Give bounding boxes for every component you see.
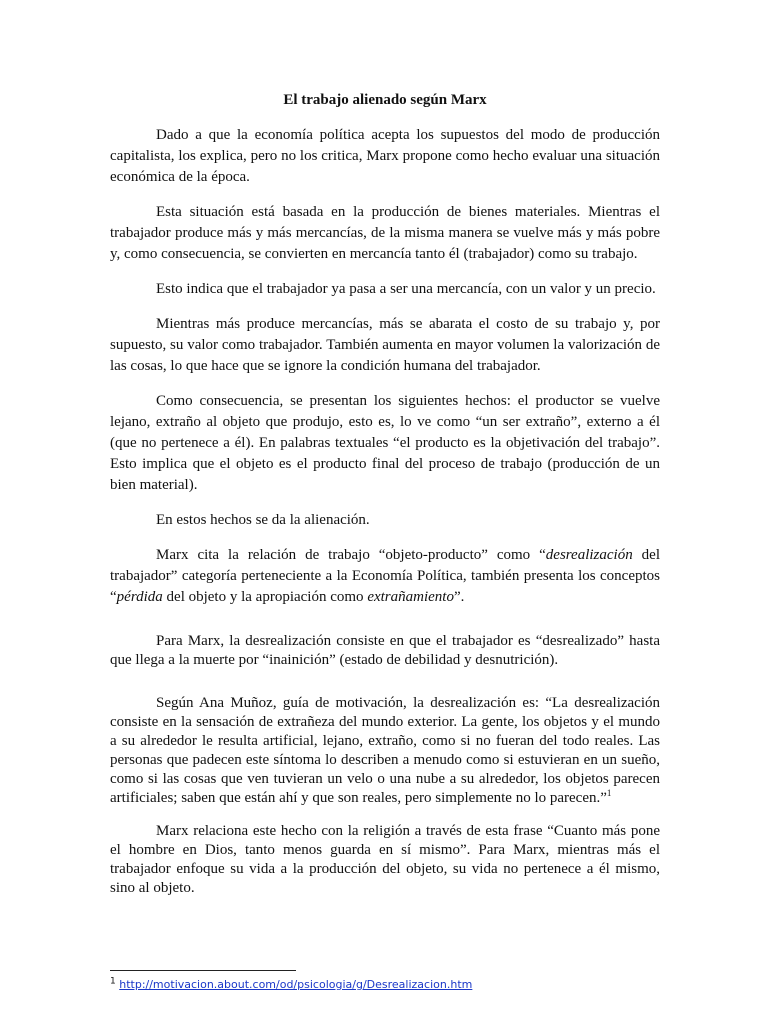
paragraph-8: Para Marx, la desrealización consiste en que el trabajador es “desrealizado” hasta que llega a la muerte por “inainición” (estado de debilidad y desnutrición). bbox=[110, 633, 660, 668]
p7-term-desrealizacion: desrealización bbox=[545, 547, 633, 563]
footnote-divider bbox=[110, 970, 296, 971]
paragraph-6: En estos hechos se da la alienación. bbox=[156, 512, 370, 528]
paragraph-3: Esto indica que el trabajador ya pasa a ser una mercancía, con un valor y un precio. bbox=[156, 281, 656, 297]
p9-quote: Según Ana Muñoz, guía de motivación, la desrealización es: “La desrealización consiste en la sensación de extrañeza del mundo exterior. La gente, los objetos y el mundo a su alrededor le resulta artificial, lejano, extraño, como si no fueran del todo reales. Las personas que padecen este síntoma lo describen a menudo como si estuvieran en un sueño, como si las cosas que ven tuvieran un velo o una nube a su alrededor, los objetos parecen artificiales; saben que están ahí y que son reales, pero simplemente no lo parecen.” bbox=[110, 695, 660, 806]
footnote-number: 1 bbox=[110, 976, 116, 987]
p7-text-d: ”. bbox=[453, 589, 465, 605]
paragraph-10: Marx relaciona este hecho con la religión a través de esta frase “Cuanto más pone el hombre en Dios, tanto menos guarda en sí mismo”. Para Marx, mientras más el trabajador enfoque su vida a la producción del objeto, su vida no pertenece a él mismo, sino al objeto. bbox=[110, 823, 660, 896]
p7-term-perdida: pérdida bbox=[116, 589, 163, 605]
paragraph-2: Esta situación está basada en la producción de bienes materiales. Mientras el trabajador produce más y más mercancías, de la misma manera se vuelve más y más pobre y, como consecuencia, se convierten en mercancía tanto él (trabajador) como su trabajo. bbox=[110, 204, 660, 262]
paragraph-9 bbox=[110, 694, 660, 808]
paragraph-5: Como consecuencia, se presentan los siguientes hechos: el productor se vuelve lejano, extraño al objeto que produjo, esto es, lo ve como “un ser extraño”, externo a él (que no pertenece a él). En palabras textuales “el producto es la objetivación del trabajo”. Esto implica que el objeto es el producto final del proceso de trabajo (producción de un bien material). bbox=[110, 393, 660, 493]
footnote-link[interactable]: http://motivacion.about.com/od/psicologia/g/Desrealizacion.htm bbox=[119, 978, 473, 991]
paragraph-7 bbox=[110, 545, 660, 608]
paragraph-4: Mientras más produce mercancías, más se abarata el costo de su trabajo y, por supuesto, su valor como trabajador. También aumenta en mayor volumen la valorización de las cosas, lo que hace que se ignore la condición humana del trabajador. bbox=[110, 316, 660, 374]
p7-term-extranamiento: extrañamiento bbox=[367, 589, 454, 605]
footnote-reference: 1 bbox=[606, 788, 612, 798]
p7-text-b: del trabajador” categoría perteneciente a la Economía Política, también presenta los conceptos “ bbox=[110, 547, 660, 605]
paragraph-1: Dado a que la economía política acepta los supuestos del modo de producción capitalista, los explica, pero no los critica, Marx propone como hecho evaluar una situación económica de la época. bbox=[110, 127, 660, 185]
p7-text-a: Marx cita la relación de trabajo “objeto-producto” como “ bbox=[156, 547, 546, 563]
p7-text-c: del objeto y la apropiación como bbox=[162, 589, 368, 605]
footnote bbox=[110, 978, 472, 991]
document-title: El trabajo alienado según Marx bbox=[283, 92, 487, 108]
